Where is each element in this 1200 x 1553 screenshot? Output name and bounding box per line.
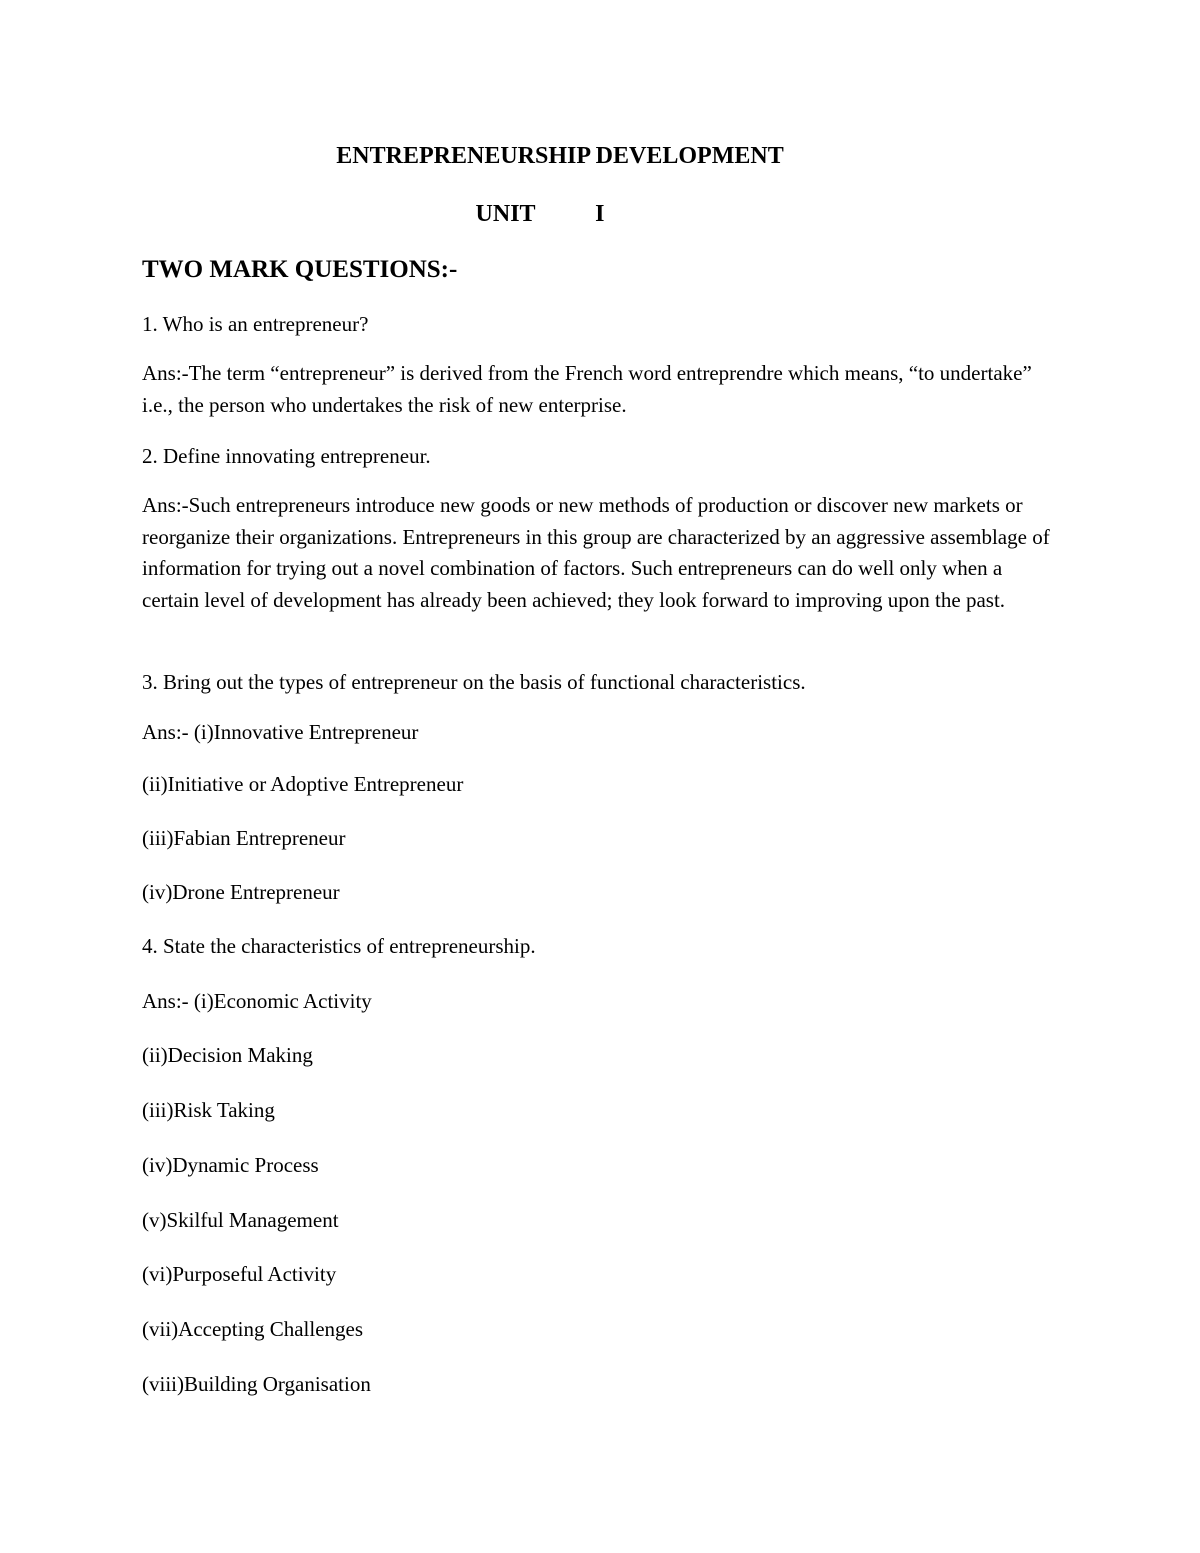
section-heading: TWO MARK QUESTIONS:- xyxy=(142,256,458,283)
answer-3-item: (iv)Drone Entrepreneur xyxy=(142,880,340,904)
answer-4-item: (v)Skilful Management xyxy=(142,1208,339,1232)
unit-heading: UNIT I xyxy=(475,201,605,227)
answer-3-item: (ii)Initiative or Adoptive Entrepreneur xyxy=(142,772,464,796)
answer-4-item: (vi)Purposeful Activity xyxy=(142,1262,337,1286)
answer-4-item: (ii)Decision Making xyxy=(142,1043,313,1067)
answer-2: Ans:-Such entrepreneurs introduce new goods or new methods of production or discover new markets or reorganize their organizations. Entrepreneurs in this group are characterized by an aggressive assemblage of information for trying out a novel combination of factors. Such entrepreneurs can do well only when a certain level of development has already been achieved; they look forward to improving upon the past. xyxy=(142,493,1050,612)
answer-4-item: (viii)Building Organisation xyxy=(142,1372,371,1396)
document-title: ENTREPRENEURSHIP DEVELOPMENT xyxy=(336,143,784,169)
question-4: 4. State the characteristics of entrepreneurship. xyxy=(142,934,536,958)
answer-3-item: (iii)Fabian Entrepreneur xyxy=(142,826,346,850)
answer-4-item: Ans:- (i)Economic Activity xyxy=(142,989,372,1013)
answer-4-item: (iii)Risk Taking xyxy=(142,1098,275,1122)
answer-3-item: Ans:- (i)Innovative Entrepreneur xyxy=(142,720,419,744)
answer-4-item: (iv)Dynamic Process xyxy=(142,1153,319,1177)
answer-1: Ans:-The term “entrepreneur” is derived from the French word entreprendre which means, “to undertake” i.e., the person who undertakes the risk of new enterprise. xyxy=(142,361,1032,417)
question-2: 2. Define innovating entrepreneur. xyxy=(142,444,431,468)
question-3: 3. Bring out the types of entrepreneur on the basis of functional characteristics. xyxy=(142,670,806,694)
answer-4-item: (vii)Accepting Challenges xyxy=(142,1317,364,1341)
question-1: 1. Who is an entrepreneur? xyxy=(142,312,369,336)
